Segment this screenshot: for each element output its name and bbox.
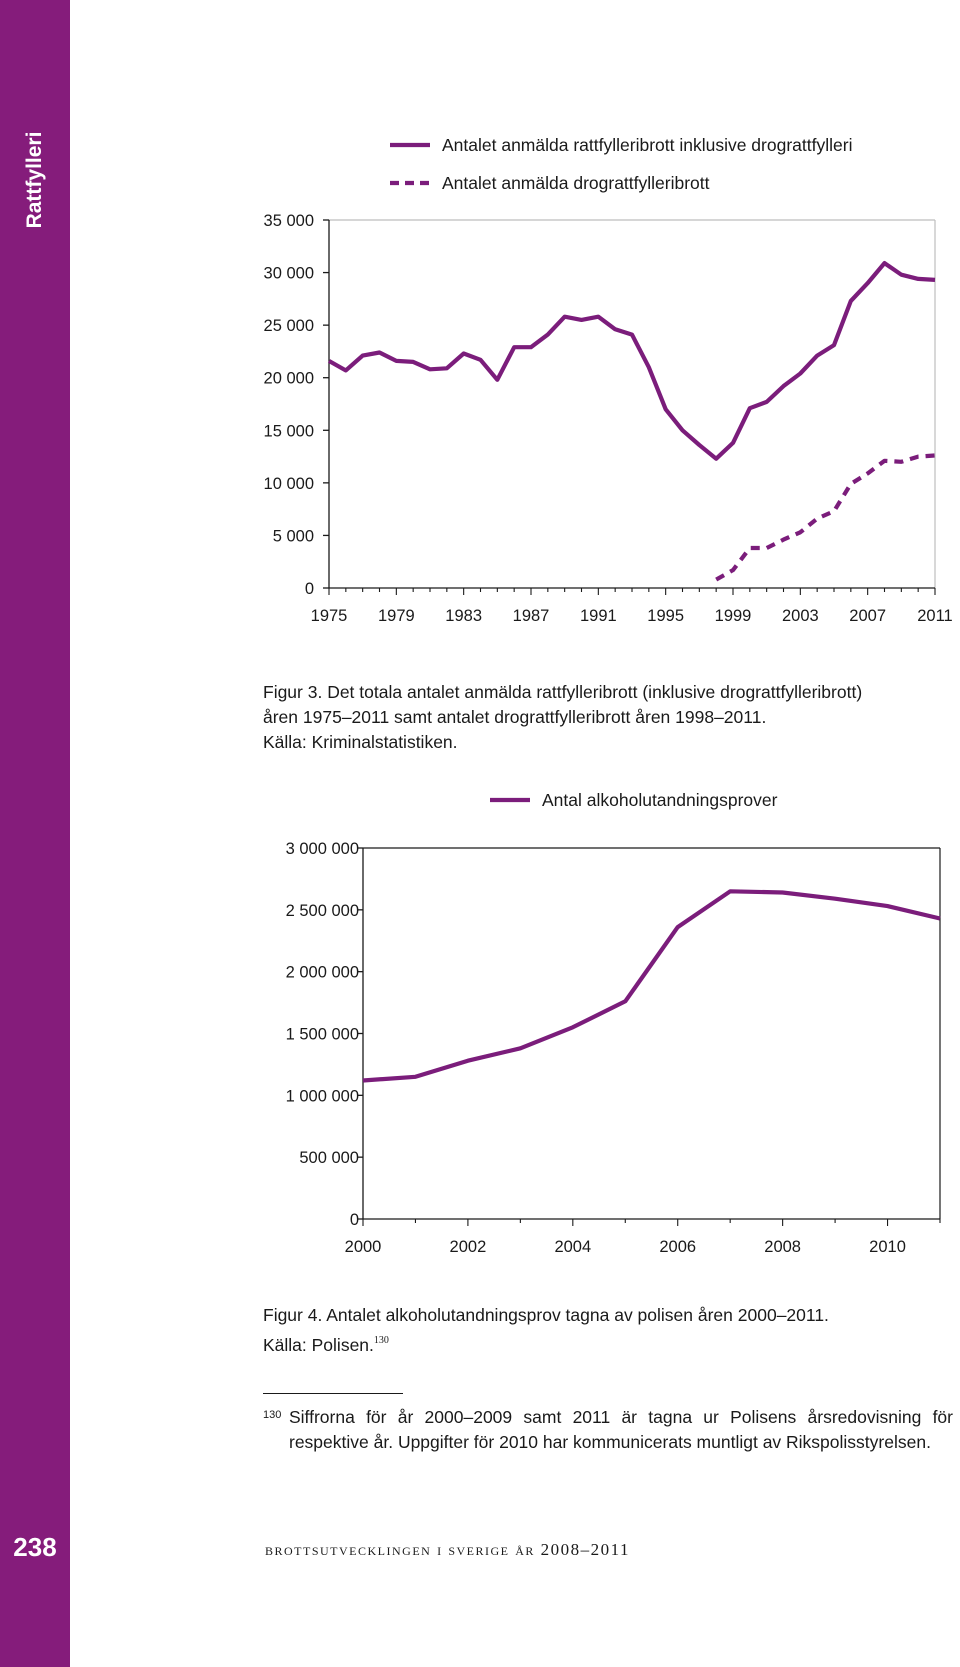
y-tick-label: 1 000 000	[285, 1087, 359, 1106]
figure4-caption-source-text: Källa: Polisen.	[263, 1335, 374, 1355]
figure3-chart	[0, 120, 960, 640]
y-tick-label: 1 500 000	[285, 1025, 359, 1044]
x-tick-label: 2000	[344, 1238, 382, 1256]
series-line-1	[363, 891, 940, 1080]
y-tick-label: 500 000	[299, 1149, 359, 1168]
footnote-number: 130	[263, 1409, 282, 1421]
section-title: Rattfylleri	[23, 131, 46, 229]
x-tick-label: 2002	[449, 1238, 487, 1256]
y-tick-label: 0	[349, 1211, 359, 1229]
legend-label: Antalet anmälda drograttfylleribrott	[442, 173, 710, 193]
x-tick-label: 2011	[917, 607, 953, 625]
y-tick-label: 5 000	[272, 527, 314, 546]
y-tick-label: 2 500 000	[285, 901, 359, 920]
x-tick-label: 1979	[377, 607, 415, 625]
x-tick-label: 2008	[764, 1238, 801, 1256]
y-tick-label: 3 000 000	[285, 840, 359, 858]
page-number: 238	[13, 1532, 57, 1562]
y-tick-label: 10 000	[263, 474, 314, 493]
y-tick-label: 2 000 000	[285, 963, 359, 982]
x-tick-label: 2006	[659, 1238, 697, 1256]
x-tick-label: 2007	[849, 607, 887, 625]
y-tick-label: 0	[304, 580, 314, 598]
x-tick-label: 1975	[310, 607, 348, 625]
legend-label: Antal alkoholutandningsprover	[542, 790, 778, 810]
legend-label: Antalet anmälda rattfylleribrott inklusive drograttfylleri	[442, 135, 853, 155]
figure4-caption-source	[263, 1328, 903, 1358]
footnote-text: Siffrorna för år 2000–2009 samt 2011 är tagna ur Polisens årsredovisning för respektive år. Uppgifter för 2010 har kommunicerats muntligt av Rikspolisstyrelsen.	[289, 1407, 953, 1452]
y-tick-label: 30 000	[263, 264, 314, 283]
x-tick-label: 2003	[781, 607, 819, 625]
figure3-caption-line: åren 1975–2011 samt antalet drograttfylleribrott åren 1998–2011.	[263, 707, 767, 727]
figure4-caption	[263, 1303, 903, 1358]
footnote-reference[interactable]: 130	[373, 1335, 389, 1346]
y-tick-label: 20 000	[263, 369, 314, 388]
x-tick-label: 1983	[445, 607, 483, 625]
x-tick-label: 1987	[512, 607, 550, 625]
y-tick-label: 25 000	[263, 317, 314, 336]
series-line-1	[329, 263, 935, 459]
x-tick-label: 1991	[579, 607, 617, 625]
y-tick-label: 15 000	[263, 422, 314, 441]
figure4-chart	[0, 785, 960, 1265]
x-tick-label: 1995	[647, 607, 685, 625]
y-tick-label: 35 000	[263, 212, 314, 230]
footnote-divider	[263, 1393, 403, 1394]
x-tick-label: 1999	[714, 607, 752, 625]
figure3-caption-line: Figur 3. Det totala antalet anmälda rattfylleribrott (inklusive drograttfylleribrott)	[263, 682, 863, 702]
figure3-caption	[263, 680, 903, 755]
figure4-caption-line: Figur 4. Antalet alkoholutandningsprov tagna av polisen åren 2000–2011.	[263, 1305, 829, 1325]
figure3-caption-line: Källa: Kriminalstatistiken.	[263, 732, 458, 752]
x-tick-label: 2010	[869, 1238, 906, 1256]
footnote	[263, 1405, 953, 1455]
series-line-2	[716, 456, 935, 580]
x-tick-label: 2004	[554, 1238, 592, 1256]
running-footer: brottsutvecklingen i sverige år 2008–2011	[265, 1540, 631, 1559]
